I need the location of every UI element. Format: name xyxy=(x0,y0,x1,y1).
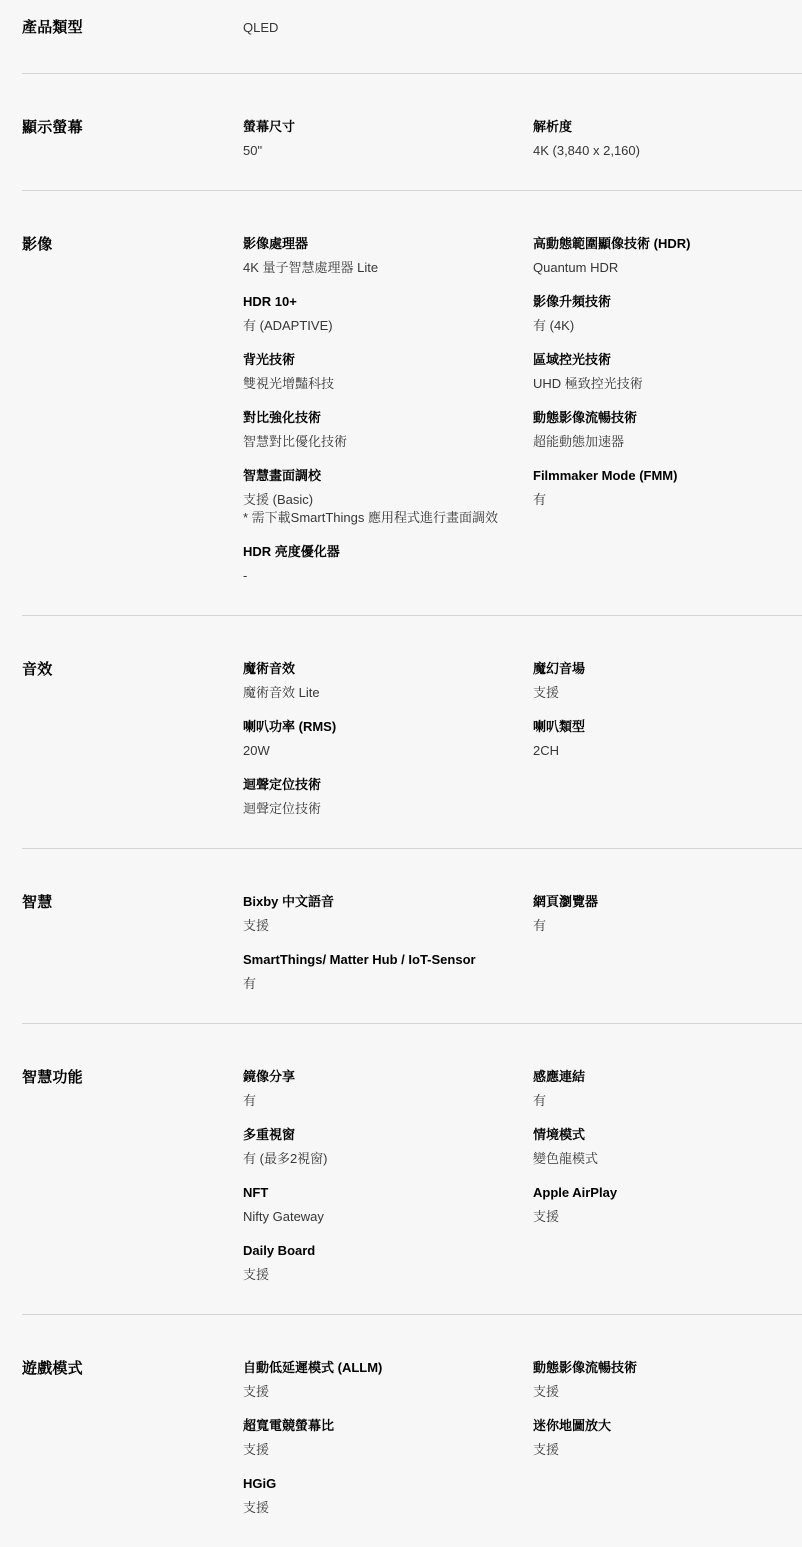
spec-item xyxy=(243,1068,533,1110)
spec-label: 影像升頻技術 xyxy=(533,294,612,309)
spec-item xyxy=(533,467,802,509)
spec-label: 迷你地圖放大 xyxy=(533,1418,612,1433)
spec-label: Filmmaker Mode (FMM) xyxy=(533,468,678,483)
spec-value: 支援 xyxy=(243,1500,270,1515)
section-rows xyxy=(243,235,802,585)
spec-item xyxy=(243,660,533,702)
spec-item xyxy=(243,718,533,760)
spec-row xyxy=(243,1475,802,1517)
spec-label: 動態影像流暢技術 xyxy=(533,1360,638,1375)
spec-item xyxy=(243,1126,533,1168)
section-rows xyxy=(243,660,802,818)
section-rows xyxy=(243,118,802,160)
spec-item xyxy=(243,118,533,160)
spec-value: 支援 xyxy=(533,1384,560,1399)
spec-value: 智慧對比優化技術 xyxy=(243,434,348,449)
spec-label: HDR 亮度優化器 xyxy=(243,544,340,559)
spec-label: 魔術音效 xyxy=(243,661,296,676)
spec-row xyxy=(243,1068,802,1110)
section-title: 遊戲模式 xyxy=(22,1360,83,1377)
spec-value: 有 xyxy=(243,1093,257,1108)
spec-item xyxy=(243,1359,533,1401)
spec-label: 迴聲定位技術 xyxy=(243,777,322,792)
section-title: 顯示螢幕 xyxy=(22,119,83,136)
spec-item xyxy=(533,118,802,160)
spec-label: 對比強化技術 xyxy=(243,410,322,425)
spec-item xyxy=(243,776,533,818)
spec-section xyxy=(22,1314,802,1547)
spec-label: 情境模式 xyxy=(533,1127,586,1142)
section-title: 音效 xyxy=(22,661,53,678)
spec-label: SmartThings/ Matter Hub / IoT-Sensor xyxy=(243,952,476,967)
spec-value: 支援 xyxy=(243,918,270,933)
spec-row xyxy=(243,951,802,993)
spec-item xyxy=(243,467,533,527)
spec-label: 超寬電競螢幕比 xyxy=(243,1418,335,1433)
spec-item xyxy=(243,543,533,585)
spec-row xyxy=(243,543,802,585)
section-rows xyxy=(243,893,802,993)
spec-label: 動態影像流暢技術 xyxy=(533,410,638,425)
section-title: 產品類型 xyxy=(22,19,83,36)
spec-label: 背光技術 xyxy=(243,352,296,367)
spec-label: 感應連結 xyxy=(533,1069,586,1084)
spec-item xyxy=(533,235,802,277)
spec-item xyxy=(243,351,533,393)
spec-label: 網頁瀏覽器 xyxy=(533,894,599,909)
spec-row xyxy=(243,467,802,527)
spec-value: 支援 xyxy=(533,1442,560,1457)
section-rows xyxy=(243,18,802,37)
spec-label: 解析度 xyxy=(533,119,573,134)
spec-value: Nifty Gateway xyxy=(243,1209,324,1224)
spec-value: 支援 xyxy=(533,685,560,700)
spec-value: 有 xyxy=(533,918,547,933)
spec-item xyxy=(533,893,802,935)
spec-label: Daily Board xyxy=(243,1243,316,1258)
spec-value: 50" xyxy=(243,143,263,158)
spec-value: 有 (4K) xyxy=(533,318,575,333)
spec-value: 支援 xyxy=(243,1384,270,1399)
spec-item xyxy=(533,1417,802,1459)
spec-value: 4K (3,840 x 2,160) xyxy=(533,143,640,158)
spec-label: 魔幻音場 xyxy=(533,661,586,676)
spec-value: 迴聲定位技術 xyxy=(243,801,322,816)
spec-item xyxy=(533,1359,802,1401)
spec-item xyxy=(533,660,802,702)
spec-value: 有 xyxy=(243,976,257,991)
spec-label: 智慧畫面調校 xyxy=(243,468,322,483)
spec-row xyxy=(243,1359,802,1401)
section-rows xyxy=(243,1359,802,1517)
spec-row xyxy=(243,409,802,451)
section-rows xyxy=(243,1068,802,1284)
spec-item xyxy=(533,1126,802,1168)
spec-label: 喇叭功率 (RMS) xyxy=(243,719,337,734)
spec-value: 20W xyxy=(243,743,270,758)
spec-row xyxy=(243,1184,802,1226)
spec-section xyxy=(22,73,802,190)
spec-item xyxy=(533,351,802,393)
spec-row xyxy=(243,776,802,818)
spec-row xyxy=(243,1126,802,1168)
spec-label: 喇叭類型 xyxy=(533,719,586,734)
spec-label: 鏡像分享 xyxy=(243,1069,296,1084)
spec-item xyxy=(243,1184,533,1226)
spec-row xyxy=(243,18,802,37)
spec-label: 高動態範圍顯像技術 (HDR) xyxy=(533,236,691,251)
spec-label: NFT xyxy=(243,1185,269,1200)
spec-row xyxy=(243,118,802,160)
spec-item xyxy=(243,1242,533,1284)
spec-value: 2CH xyxy=(533,743,560,758)
spec-item xyxy=(243,893,533,935)
spec-row xyxy=(243,1242,802,1284)
spec-section xyxy=(22,0,802,73)
spec-item xyxy=(243,293,533,335)
spec-row xyxy=(243,718,802,760)
spec-value: Quantum HDR xyxy=(533,260,619,275)
spec-label: 多重視窗 xyxy=(243,1127,296,1142)
spec-value: 支援 (Basic) xyxy=(243,492,314,507)
spec-label: HGiG xyxy=(243,1476,277,1491)
spec-row xyxy=(243,351,802,393)
spec-label: 區域控光技術 xyxy=(533,352,612,367)
spec-value: 有 xyxy=(533,492,547,507)
section-title: 影像 xyxy=(22,236,53,253)
spec-value: 魔術音效 Lite xyxy=(243,685,320,700)
spec-item xyxy=(243,1475,533,1517)
spec-section xyxy=(22,1023,802,1314)
spec-value: QLED xyxy=(243,20,279,35)
spec-value: 4K 量子智慧處理器 Lite xyxy=(243,260,379,275)
spec-value: UHD 極致控光技術 xyxy=(533,376,643,391)
spec-item xyxy=(533,1068,802,1110)
spec-row xyxy=(243,660,802,702)
spec-item xyxy=(243,18,533,37)
spec-value: 有 (ADAPTIVE) xyxy=(243,318,333,333)
spec-item xyxy=(533,1184,802,1226)
spec-label: Bixby 中文語音 xyxy=(243,894,335,909)
spec-item xyxy=(243,409,533,451)
spec-item xyxy=(533,293,802,335)
spec-value: 支援 xyxy=(243,1442,270,1457)
spec-item xyxy=(243,951,533,993)
spec-label: 自動低延遲模式 (ALLM) xyxy=(243,1360,383,1375)
spec-label: 螢幕尺寸 xyxy=(243,119,296,134)
spec-value: 有 (最多2視窗) xyxy=(243,1151,328,1166)
spec-label: 影像處理器 xyxy=(243,236,309,251)
spec-value: 超能動態加速器 xyxy=(533,434,625,449)
spec-value: 支援 xyxy=(243,1267,270,1282)
spec-section xyxy=(22,615,802,848)
spec-section xyxy=(22,848,802,1023)
spec-row xyxy=(243,893,802,935)
spec-label: HDR 10+ xyxy=(243,294,297,309)
spec-value: 雙視光增豔科技 xyxy=(243,376,335,391)
spec-row xyxy=(243,1417,802,1459)
spec-value: - xyxy=(243,568,248,583)
spec-item xyxy=(243,235,533,277)
spec-note: * 需下載SmartThings 應用程式進行畫面調效 xyxy=(243,510,498,525)
spec-row xyxy=(243,235,802,277)
section-title: 智慧 xyxy=(22,894,53,911)
spec-section xyxy=(22,190,802,615)
spec-value: 有 xyxy=(533,1093,547,1108)
spec-row xyxy=(243,293,802,335)
spec-item xyxy=(533,409,802,451)
spec-item xyxy=(243,1417,533,1459)
spec-label: Apple AirPlay xyxy=(533,1185,618,1200)
spec-item xyxy=(533,718,802,760)
section-title: 智慧功能 xyxy=(22,1069,83,1086)
spec-value: 變色龍模式 xyxy=(533,1151,599,1166)
spec-value: 支援 xyxy=(533,1209,560,1224)
